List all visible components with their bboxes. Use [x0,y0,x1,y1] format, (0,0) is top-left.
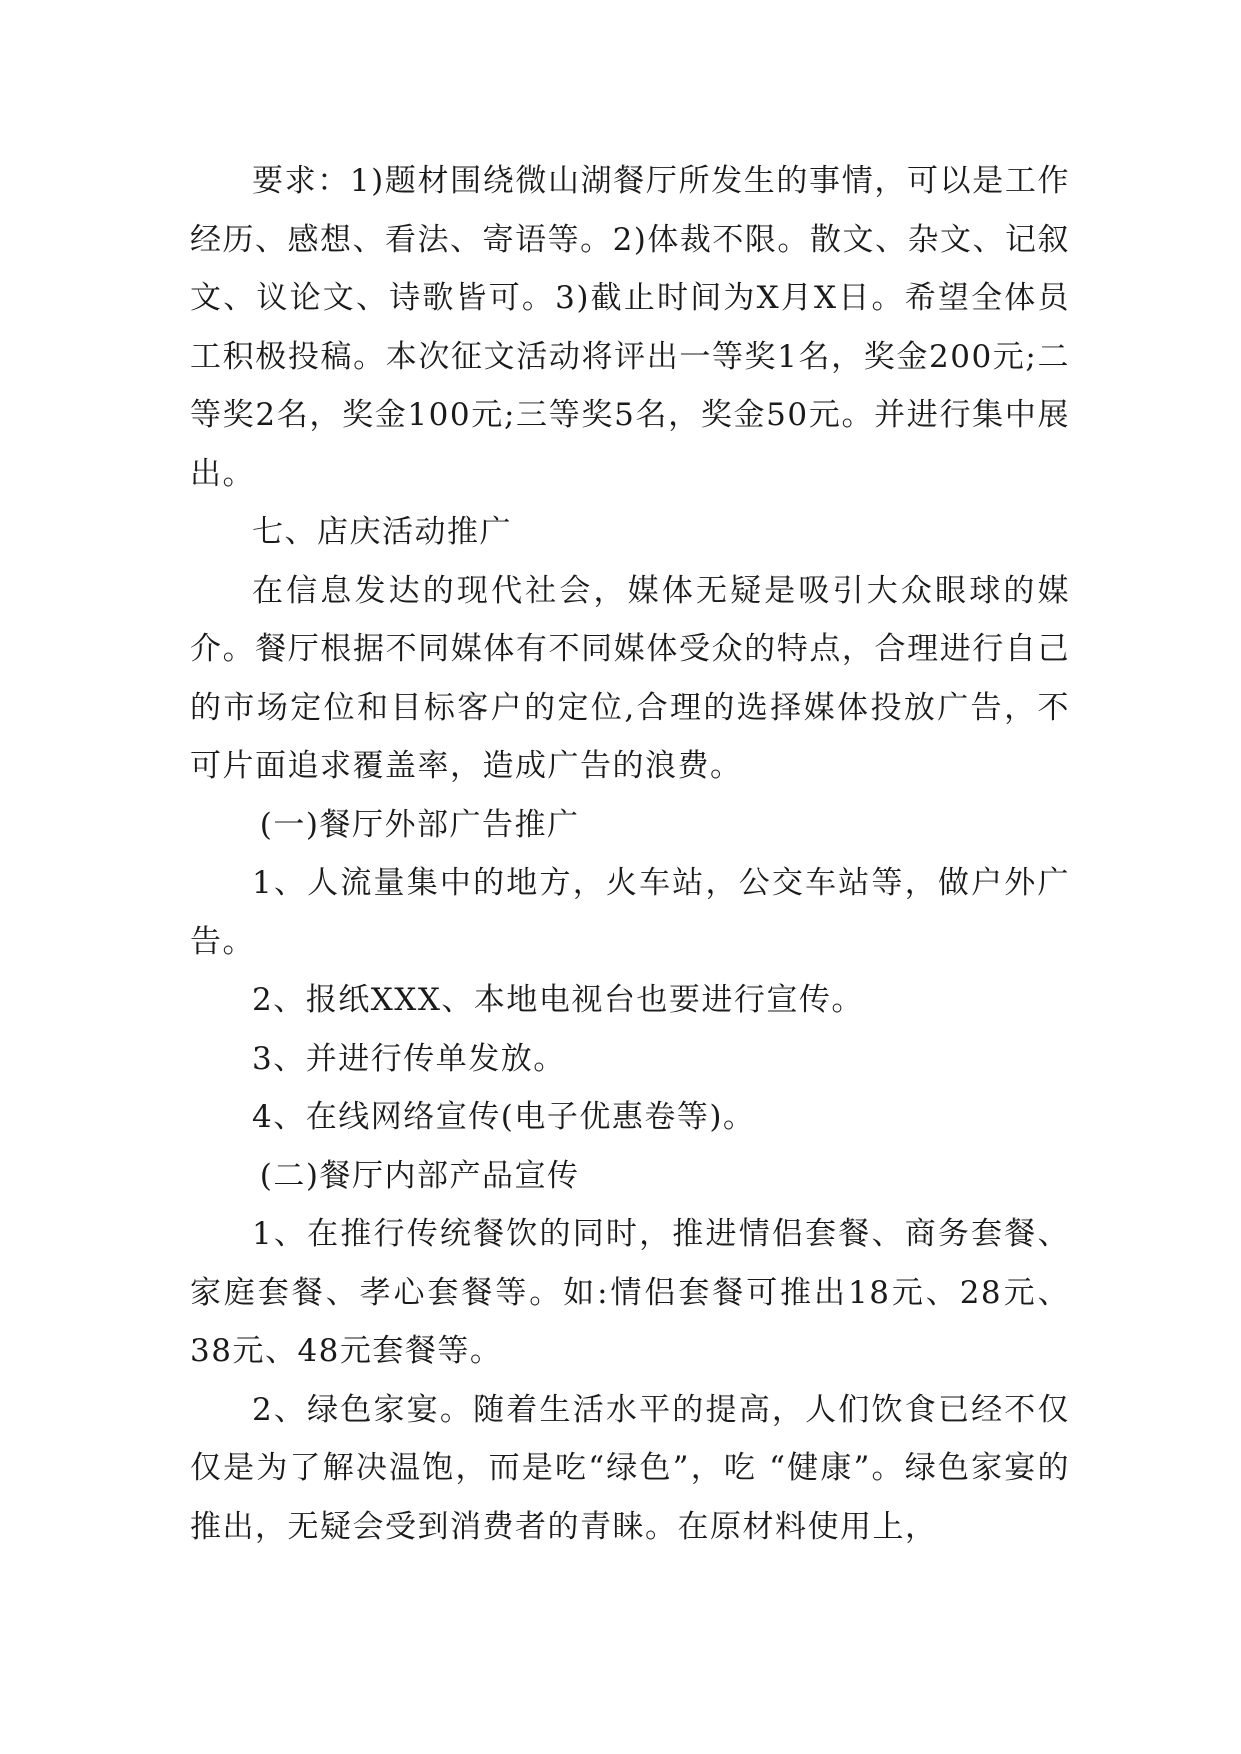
section-heading-promotion: 七、店庆活动推广 [252,514,512,550]
list-item-newspaper-tv: 2、报纸XXX、本地电视台也要进行宣传。 [252,982,864,1018]
list-item-online: 4、在线网络宣传(电子优惠卷等)。 [252,1099,756,1135]
subheading-internal-products: (二)餐厅内部产品宣传 [259,1157,580,1194]
paragraph-requirements: 要求：1)题材围绕微山湖餐厅所发生的事情，可以是工作经历、感想、看法、寄语等。2)体裁不限。散文、杂文、记叙文、议论文、诗歌皆可。3)截止时间为X月X日。希望全体员工积极投稿。本次征文活动将评出一等奖1名，奖金200元;二等奖2名，奖金100元;三等奖5名，奖金50元。并进行集中展出。 [190,163,1070,492]
list-item-green-banquet: 2、绿色家宴。随着生活水平的提高，人们饮食已经不仅仅是为了解决温饱，而是吃“绿色”，吃 “健康”。绿色家宴的推出，无疑会受到消费者的青睐。在原材料使用上， [190,1391,1070,1545]
list-item-flyers: 3、并进行传单发放。 [252,1040,566,1077]
list-item-outdoor: 1、人流量集中的地方，火车站，公交车站等，做户外广告。 [190,865,1070,960]
document-body [190,152,1070,1556]
list-item-set-meals: 1、在推行传统餐饮的同时，推进情侣套餐、商务套餐、家庭套餐、孝心套餐等。如:情侣套餐可推出18元、28元、38元、48元套餐等。 [190,1216,1070,1369]
subheading-external-ads: (一)餐厅外部广告推广 [259,806,580,843]
paragraph-media: 在信息发达的现代社会，媒体无疑是吸引大众眼球的媒介。餐厅根据不同媒体有不同媒体受众的特点，合理进行自己的市场定位和目标客户的定位,合理的选择媒体投放广告，不可片面追求覆盖率，造成广告的浪费。 [190,572,1070,784]
